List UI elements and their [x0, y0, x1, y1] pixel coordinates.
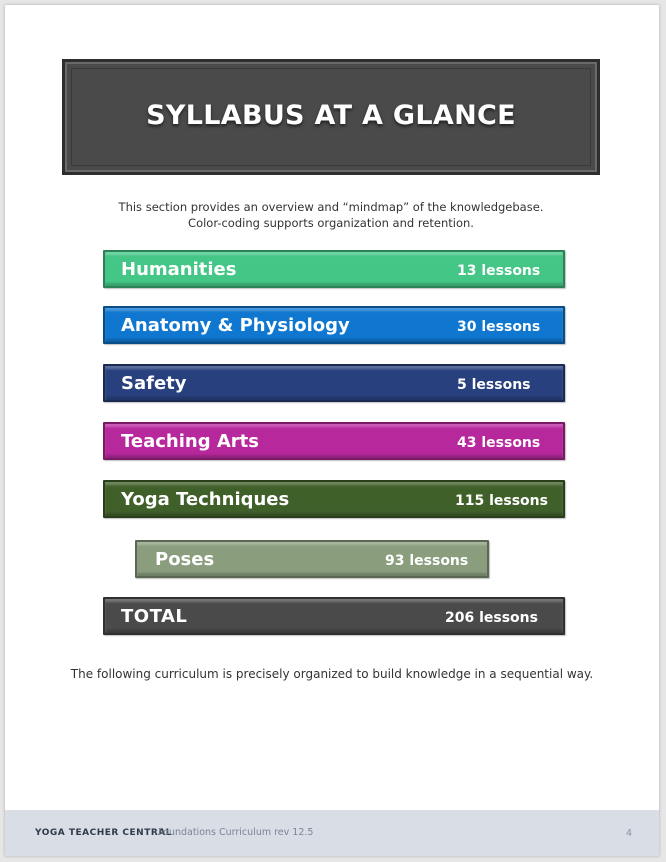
category-label: Poses: [155, 549, 215, 570]
category-bar-poses: [135, 540, 489, 578]
title-banner: [62, 59, 600, 175]
lesson-count: 43 lessons: [457, 435, 541, 451]
category-label: Anatomy & Physiology: [121, 315, 350, 336]
total-bar: [103, 597, 565, 635]
category-bar-teaching-arts: [103, 422, 565, 460]
page-footer: [5, 810, 659, 856]
footer-subtitle: Foundations Curriculum rev 12.5: [158, 827, 314, 838]
footer-brand: YOGA TEACHER CENTRAL: [35, 828, 172, 838]
total-label: TOTAL: [121, 606, 188, 627]
lesson-count: 30 lessons: [457, 319, 541, 335]
total-count: 206 lessons: [445, 610, 538, 626]
category-bar-yoga-techniques: [103, 480, 565, 518]
category-bar-safety: [103, 364, 565, 402]
closing-text: The following curriculum is precisely organized to build knowledge in a sequential way.: [70, 667, 594, 681]
intro-line-1: This section provides an overview and “mindmap” of the knowledgebase.: [118, 200, 544, 214]
category-label: Humanities: [121, 259, 237, 280]
page-title: SYLLABUS AT A GLANCE: [146, 100, 516, 131]
intro-line-2: Color-coding supports organization and retention.: [188, 216, 474, 230]
lesson-count: 5 lessons: [457, 377, 531, 393]
category-label: Safety: [121, 373, 187, 394]
category-bar-anatomy-physiology: [103, 306, 565, 344]
category-label: Teaching Arts: [121, 431, 259, 452]
page-number: 4: [625, 828, 632, 839]
lesson-count: 115 lessons: [455, 493, 548, 509]
lesson-count: 13 lessons: [457, 263, 541, 279]
intro-text: [62, 199, 600, 231]
document-page: [5, 5, 659, 856]
category-label: Yoga Techniques: [121, 489, 290, 510]
lesson-count: 93 lessons: [385, 553, 469, 569]
category-bar-humanities: [103, 250, 565, 288]
